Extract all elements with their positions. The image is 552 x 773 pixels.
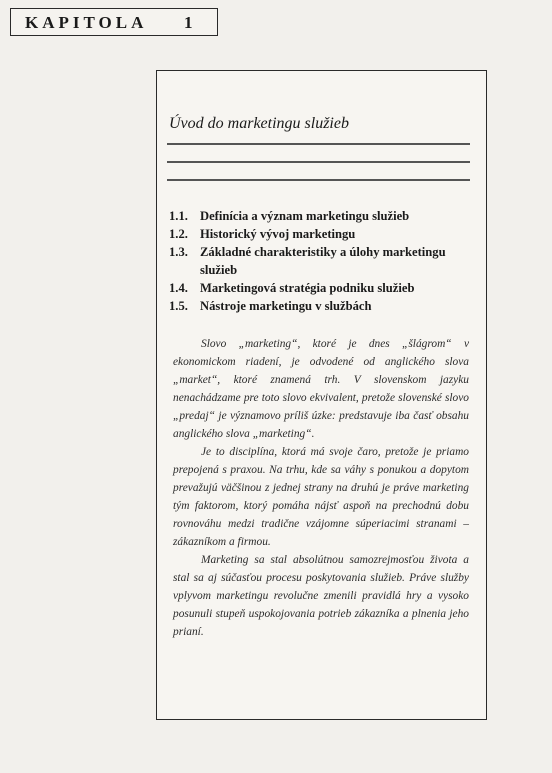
toc-number: 1.3. bbox=[169, 245, 188, 259]
toc-item bbox=[169, 297, 479, 315]
title-rule-2 bbox=[167, 161, 470, 163]
table-of-contents bbox=[169, 207, 479, 315]
chapter-intro-frame bbox=[156, 70, 487, 720]
chapter-header-box bbox=[10, 8, 218, 36]
intro-text bbox=[173, 335, 469, 641]
title-rule-1 bbox=[167, 143, 470, 145]
section-title: Úvod do marketingu služieb bbox=[169, 115, 349, 132]
toc-text: Historický vývoj marketingu bbox=[200, 227, 356, 241]
toc-item bbox=[169, 243, 479, 279]
chapter-label: KAPITOLA bbox=[25, 13, 148, 32]
paragraph: Marketing sa stal absolútnou samozrejmosťou života a stal sa aj súčasťou procesu poskytovania služieb. Práve služby vplyvom marketingu revolučne zmenili pravidlá hry a vysoko posunuli stupeň uspokojovania potrieb zákazníka a plnenia jeho prianí. bbox=[173, 554, 469, 638]
toc-number: 1.5. bbox=[169, 299, 188, 313]
toc-text: Marketingová stratégia podniku služieb bbox=[200, 281, 415, 295]
title-rule-3 bbox=[167, 179, 470, 181]
paragraph: Slovo „marketing“, ktoré je dnes „šlágrom“ v ekonomickom riadení, je odvodené od anglického slova „market“, ktoré znamená trh. V slovenskom jazyku nenachádzame pre toto slovo ekvivalent, pretože slovenské slovo „predaj“ je významovo príliš úzke: predstavuje iba časť obsahu anglického slova „marketing“. bbox=[173, 338, 469, 440]
toc-item bbox=[169, 207, 479, 225]
toc-text: Základné charakteristiky a úlohy marketingu služieb bbox=[200, 245, 446, 277]
paragraph: Je to disciplína, ktorá má svoje čaro, pretože je priamo prepojená s praxou. Na trhu, kde sa váhy s ponukou a dopytom prevažujú väčšinou z jednej strany na druhú je práve marketing tým faktorom, ktorý pomáha nájsť aspoň na prechodnú dobu rovnováhu medzi tradične vzájomne súperiacimi stranami – zákazníkom a firmou. bbox=[173, 446, 469, 548]
toc-text: Nástroje marketingu v službách bbox=[200, 299, 372, 313]
toc-number: 1.4. bbox=[169, 281, 188, 295]
toc-number: 1.1. bbox=[169, 209, 188, 223]
toc-item bbox=[169, 279, 479, 297]
chapter-number: 1 bbox=[184, 13, 193, 32]
toc-text: Definícia a význam marketingu služieb bbox=[200, 209, 410, 223]
toc-number: 1.2. bbox=[169, 227, 188, 241]
toc-item bbox=[169, 225, 479, 243]
